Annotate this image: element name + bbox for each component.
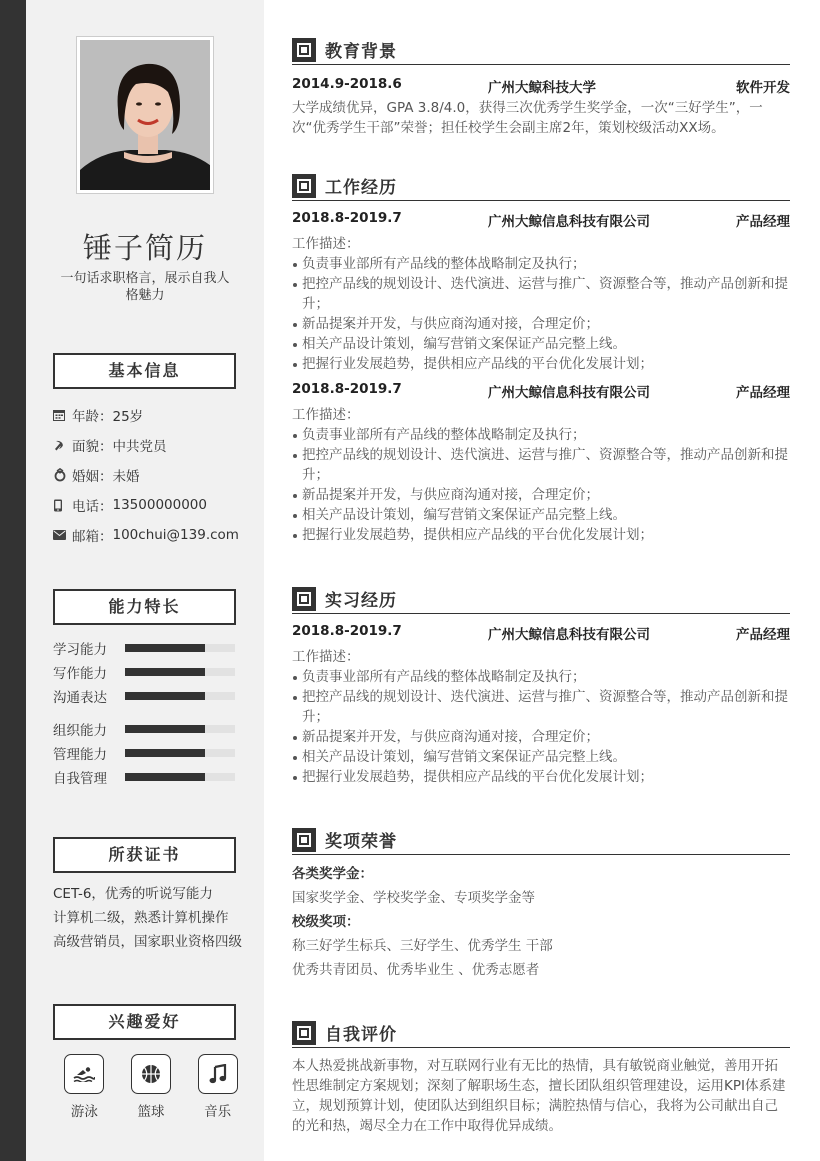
party-icon bbox=[53, 439, 72, 451]
entry-intro: 工作描述： bbox=[292, 236, 360, 252]
skill-name: 管理能力 bbox=[53, 747, 107, 763]
work-entry-header bbox=[292, 210, 790, 230]
section-icon bbox=[292, 1021, 316, 1045]
bullet-item: 把控产品线的规划设计、迭代演进、运营与推广、资源整合等，推动产品创新和提升； bbox=[292, 274, 790, 314]
music-icon bbox=[198, 1054, 238, 1094]
entry-company: 广州大鲸信息科技有限公司 bbox=[488, 627, 650, 643]
skill-bar bbox=[125, 668, 235, 676]
info-email bbox=[53, 520, 243, 550]
info-value: 100chui@139.com bbox=[112, 527, 239, 543]
left-accent-strip bbox=[0, 0, 26, 1161]
skill-row bbox=[53, 765, 243, 789]
entry-date: 2018.8-2019.7 bbox=[292, 381, 402, 397]
section-icon bbox=[292, 174, 316, 198]
skill-bar-fill bbox=[125, 773, 205, 781]
profile-photo bbox=[77, 37, 213, 193]
award-heading: 校级奖项： bbox=[292, 914, 360, 930]
section-icon bbox=[292, 828, 316, 852]
entry-company: 广州大鲸信息科技有限公司 bbox=[488, 214, 650, 230]
info-label: 面貌： bbox=[72, 439, 113, 455]
bullet-item: 负责事业部所有产品线的整体战略制定及执行； bbox=[292, 425, 790, 445]
hobby-label: 游泳 bbox=[70, 1104, 98, 1120]
entry-intro: 工作描述： bbox=[292, 407, 360, 423]
hobby-swimming bbox=[51, 1054, 118, 1120]
skill-name: 沟通表达 bbox=[53, 690, 107, 706]
entry-school: 广州大鲸科技大学 bbox=[488, 80, 596, 96]
skill-bar-fill bbox=[125, 644, 205, 652]
bullet-item: 把控产品线的规划设计、迭代演进、运营与推广、资源整合等，推动产品创新和提升； bbox=[292, 687, 790, 727]
education-desc: 大学成绩优异，GPA 3.8/4.0，获得三次优秀学生奖学金，一次“三好学生”，一次“优秀学生干部”荣誉；担任校学生会副主席2年，策划校级活动XX场。 bbox=[292, 100, 763, 136]
section-education-header bbox=[292, 35, 790, 65]
internship-entry-desc bbox=[292, 647, 790, 787]
hobby-basketball bbox=[118, 1054, 185, 1120]
info-value: 未婚 bbox=[112, 469, 140, 485]
education-entry-header bbox=[292, 76, 790, 96]
skill-name: 自我管理 bbox=[53, 771, 107, 787]
hobby-music bbox=[184, 1054, 251, 1120]
bullet-item: 把握行业发展趋势，提供相应产品线的平台优化发展计划； bbox=[292, 767, 790, 787]
basketball-icon bbox=[131, 1054, 171, 1094]
skill-bar bbox=[125, 692, 235, 700]
skill-bar bbox=[125, 749, 235, 757]
section-awards-header bbox=[292, 825, 790, 855]
phone-icon bbox=[53, 499, 72, 512]
info-phone bbox=[53, 490, 243, 520]
section-title: 教育背景 bbox=[325, 42, 397, 62]
info-label: 邮箱： bbox=[72, 529, 113, 545]
entry-major: 软件开发 bbox=[736, 80, 790, 96]
skill-name: 组织能力 bbox=[53, 723, 107, 739]
bullet-item: 相关产品设计策划，编写营销文案保证产品完整上线。 bbox=[292, 747, 790, 767]
section-title: 自我评价 bbox=[325, 1025, 397, 1045]
section-title: 奖项荣誉 bbox=[325, 832, 397, 852]
skill-row bbox=[53, 684, 243, 708]
skill-bar-fill bbox=[125, 692, 205, 700]
swimming-icon bbox=[64, 1054, 104, 1094]
info-politics bbox=[53, 430, 243, 460]
main-content bbox=[264, 0, 820, 1161]
bullet-item: 把控产品线的规划设计、迭代演进、运营与推广、资源整合等，推动产品创新和提升； bbox=[292, 445, 790, 485]
entry-date: 2014.9-2018.6 bbox=[292, 76, 402, 92]
bullet-item: 新品提案并开发，与供应商沟通对接，合理定价； bbox=[292, 727, 790, 747]
info-label: 电话： bbox=[72, 499, 113, 515]
basic-info-list bbox=[53, 400, 243, 550]
skill-row bbox=[53, 636, 243, 660]
skill-bar bbox=[125, 644, 235, 652]
award-line: 国家奖学金、学校奖学金、专项奖学金等 bbox=[292, 890, 535, 906]
bullet-item: 把握行业发展趋势，提供相应产品线的平台优化发展计划； bbox=[292, 354, 790, 374]
motto: 一句话求职格言，展示自我人格魅力 bbox=[60, 271, 230, 303]
entry-role: 产品经理 bbox=[736, 214, 790, 230]
hobbies-list bbox=[51, 1054, 251, 1120]
bullet-item: 把握行业发展趋势，提供相应产品线的平台优化发展计划； bbox=[292, 525, 790, 545]
bullet-item: 新品提案并开发，与供应商沟通对接，合理定价； bbox=[292, 485, 790, 505]
skill-bar bbox=[125, 773, 235, 781]
hobby-label: 音乐 bbox=[204, 1104, 232, 1120]
skill-bar bbox=[125, 725, 235, 733]
info-value: 25岁 bbox=[112, 409, 144, 425]
info-age bbox=[53, 400, 243, 430]
skill-row bbox=[53, 660, 243, 684]
self-eval-text: 本人热爱挑战新事物，对互联网行业有无比的热情，具有敏锐商业触觉，善用开拓性思维制定方案规划；深刻了解职场生态，擅长团队组织管理建设，运用KPI体系建立，规划预算计划，使团队达到组织目标；满腔热情与信心，我将为公司献出自己的光和热，竭尽全力在工作中取得优异成绩。 bbox=[292, 1058, 786, 1134]
bullet-item: 负责事业部所有产品线的整体战略制定及执行； bbox=[292, 667, 790, 687]
entry-date: 2018.8-2019.7 bbox=[292, 623, 402, 639]
work-entry-header bbox=[292, 381, 790, 401]
work-entry-desc bbox=[292, 405, 790, 545]
section-icon bbox=[292, 38, 316, 62]
cert-item: 计算机二级，熟悉计算机操作 bbox=[53, 910, 229, 926]
hobby-label: 篮球 bbox=[137, 1104, 165, 1120]
bullet-item: 新品提案并开发，与供应商沟通对接，合理定价； bbox=[292, 314, 790, 334]
calendar-icon bbox=[53, 409, 72, 421]
skill-row bbox=[53, 717, 243, 741]
mail-icon bbox=[53, 530, 72, 540]
marriage-icon bbox=[53, 468, 72, 482]
skill-bar-fill bbox=[125, 668, 205, 676]
section-title: 工作经历 bbox=[325, 178, 397, 198]
section-icon bbox=[292, 587, 316, 611]
entry-role: 产品经理 bbox=[736, 627, 790, 643]
info-label: 年龄： bbox=[72, 409, 113, 425]
award-line: 称三好学生标兵、三好学生、优秀学生 干部 bbox=[292, 938, 553, 954]
skills-title: 能力特长 bbox=[53, 589, 236, 625]
entry-intro: 工作描述： bbox=[292, 649, 360, 665]
entry-company: 广州大鲸信息科技有限公司 bbox=[488, 385, 650, 401]
resume-name: 锤子简历 bbox=[82, 231, 207, 265]
info-marriage bbox=[53, 460, 243, 490]
info-label: 婚姻： bbox=[72, 469, 113, 485]
skills-list bbox=[53, 636, 243, 789]
certs-list bbox=[53, 882, 258, 954]
skill-name: 写作能力 bbox=[53, 666, 107, 682]
info-value: 13500000000 bbox=[112, 497, 207, 513]
bullet-item: 负责事业部所有产品线的整体战略制定及执行； bbox=[292, 254, 790, 274]
skill-bar-fill bbox=[125, 749, 205, 757]
bullet-item: 相关产品设计策划，编写营销文案保证产品完整上线。 bbox=[292, 334, 790, 354]
entry-role: 产品经理 bbox=[736, 385, 790, 401]
work-entry-desc bbox=[292, 234, 790, 374]
bullet-item: 相关产品设计策划，编写营销文案保证产品完整上线。 bbox=[292, 505, 790, 525]
section-title: 实习经历 bbox=[325, 591, 397, 611]
skill-name: 学习能力 bbox=[53, 642, 107, 658]
cert-item: CET-6，优秀的听说写能力 bbox=[53, 886, 213, 902]
skill-bar-fill bbox=[125, 725, 205, 733]
section-internship-header bbox=[292, 584, 790, 614]
info-value: 中共党员 bbox=[112, 439, 167, 455]
certs-title: 所获证书 bbox=[53, 837, 236, 873]
sidebar bbox=[26, 0, 264, 1161]
awards-list bbox=[292, 862, 790, 982]
skill-row bbox=[53, 741, 243, 765]
hobbies-title: 兴趣爱好 bbox=[53, 1004, 236, 1040]
award-heading: 各类奖学金： bbox=[292, 866, 373, 882]
award-line: 优秀共青团员、优秀毕业生 、优秀志愿者 bbox=[292, 962, 540, 978]
basic-info-title: 基本信息 bbox=[53, 353, 236, 389]
cert-item: 高级营销员，国家职业资格四级 bbox=[53, 934, 242, 950]
internship-entry-header bbox=[292, 623, 790, 643]
section-self-eval-header bbox=[292, 1018, 790, 1048]
entry-date: 2018.8-2019.7 bbox=[292, 210, 402, 226]
section-work-header bbox=[292, 171, 790, 201]
